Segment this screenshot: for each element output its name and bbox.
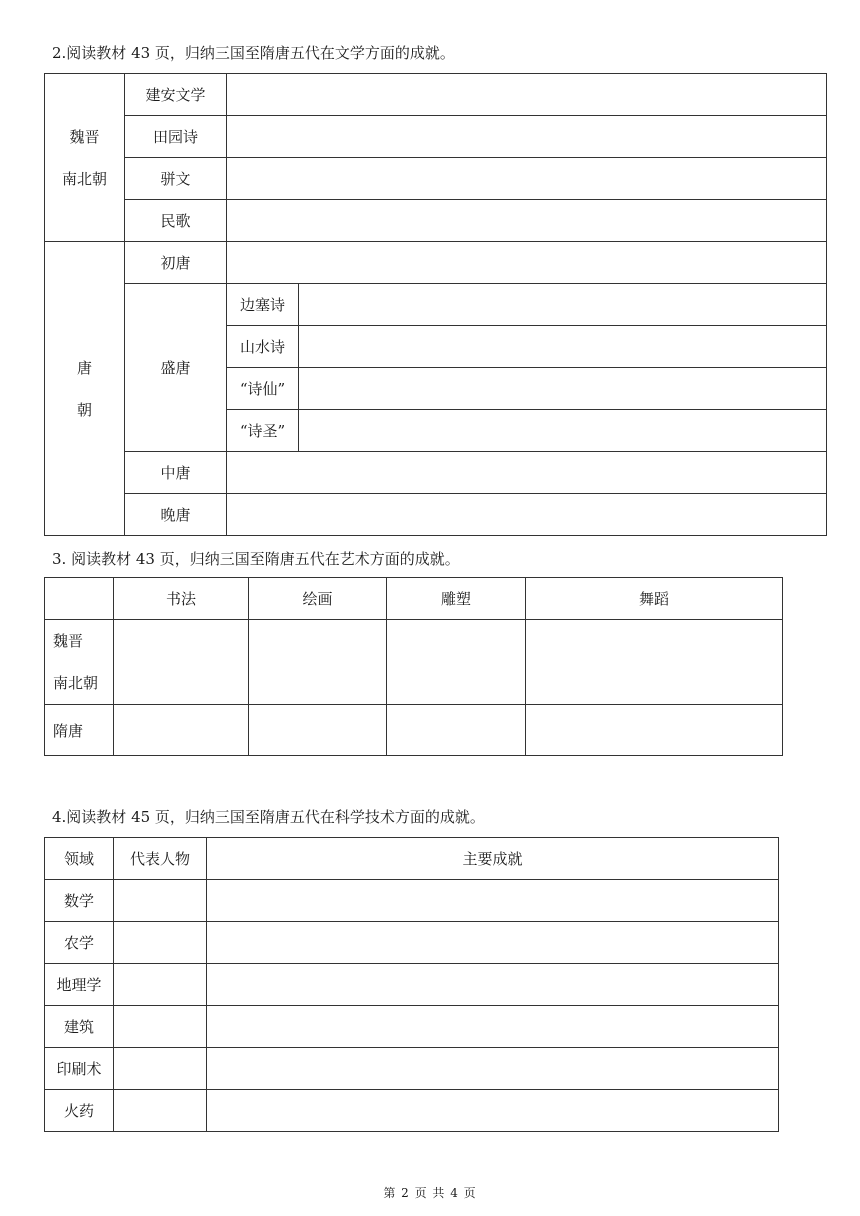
- header-cell: 主要成就: [207, 838, 779, 880]
- q3-title: 3. 阅读教材 43 页，归纳三国至隋唐五代在艺术方面的成就。: [52, 550, 460, 568]
- period-cell: 魏晋 南北朝: [45, 74, 125, 242]
- answer-cell[interactable]: [114, 922, 207, 964]
- answer-cell[interactable]: [227, 200, 827, 242]
- page-footer: 第 2 页 共 4 页: [383, 1186, 477, 1200]
- field-cell: 建筑: [45, 1006, 114, 1048]
- answer-cell[interactable]: [249, 705, 387, 756]
- art-table: [44, 577, 783, 756]
- answer-cell[interactable]: [207, 964, 779, 1006]
- answer-cell[interactable]: [227, 116, 827, 158]
- answer-cell[interactable]: [299, 368, 827, 410]
- literature-table: [44, 73, 827, 536]
- header-cell: [45, 578, 114, 620]
- field-cell: 印刷术: [45, 1048, 114, 1090]
- genre-cell: 民歌: [125, 200, 227, 242]
- answer-cell[interactable]: [249, 620, 387, 705]
- answer-cell[interactable]: [227, 242, 827, 284]
- subgenre-cell: 山水诗: [227, 326, 299, 368]
- period-cell: 魏晋 南北朝: [45, 620, 114, 705]
- subgenre-cell: “诗仙”: [227, 368, 299, 410]
- answer-cell[interactable]: [207, 1048, 779, 1090]
- stage-cell: 中唐: [125, 452, 227, 494]
- answer-cell[interactable]: [299, 410, 827, 452]
- answer-cell[interactable]: [207, 880, 779, 922]
- header-cell: 领域: [45, 838, 114, 880]
- subgenre-cell: 边塞诗: [227, 284, 299, 326]
- header-cell: 代表人物: [114, 838, 207, 880]
- stage-cell: 盛唐: [125, 284, 227, 452]
- header-cell: 舞蹈: [526, 578, 783, 620]
- stage-cell: 晚唐: [125, 494, 227, 536]
- answer-cell[interactable]: [227, 452, 827, 494]
- answer-cell[interactable]: [299, 284, 827, 326]
- science-table: [44, 837, 779, 1132]
- answer-cell[interactable]: [207, 922, 779, 964]
- field-cell: 数学: [45, 880, 114, 922]
- answer-cell[interactable]: [114, 1048, 207, 1090]
- answer-cell[interactable]: [387, 620, 526, 705]
- answer-cell[interactable]: [114, 620, 249, 705]
- field-cell: 地理学: [45, 964, 114, 1006]
- answer-cell[interactable]: [299, 326, 827, 368]
- answer-cell[interactable]: [526, 705, 783, 756]
- answer-cell[interactable]: [114, 1090, 207, 1132]
- answer-cell[interactable]: [207, 1006, 779, 1048]
- stage-cell: 初唐: [125, 242, 227, 284]
- period-cell: 隋唐: [45, 705, 114, 756]
- answer-cell[interactable]: [114, 880, 207, 922]
- genre-cell: 建安文学: [125, 74, 227, 116]
- field-cell: 火药: [45, 1090, 114, 1132]
- genre-cell: 骈文: [125, 158, 227, 200]
- answer-cell[interactable]: [114, 1006, 207, 1048]
- answer-cell[interactable]: [387, 705, 526, 756]
- q4-title: 4.阅读教材 45 页，归纳三国至隋唐五代在科学技术方面的成就。: [52, 808, 485, 826]
- answer-cell[interactable]: [227, 494, 827, 536]
- header-cell: 书法: [114, 578, 249, 620]
- answer-cell[interactable]: [207, 1090, 779, 1132]
- q2-title: 2.阅读教材 43 页，归纳三国至隋唐五代在文学方面的成就。: [52, 44, 455, 62]
- answer-cell[interactable]: [227, 158, 827, 200]
- field-cell: 农学: [45, 922, 114, 964]
- answer-cell[interactable]: [227, 74, 827, 116]
- answer-cell[interactable]: [526, 620, 783, 705]
- header-cell: 绘画: [249, 578, 387, 620]
- period-cell: 唐 朝: [45, 242, 125, 536]
- subgenre-cell: “诗圣”: [227, 410, 299, 452]
- header-cell: 雕塑: [387, 578, 526, 620]
- answer-cell[interactable]: [114, 705, 249, 756]
- answer-cell[interactable]: [114, 964, 207, 1006]
- genre-cell: 田园诗: [125, 116, 227, 158]
